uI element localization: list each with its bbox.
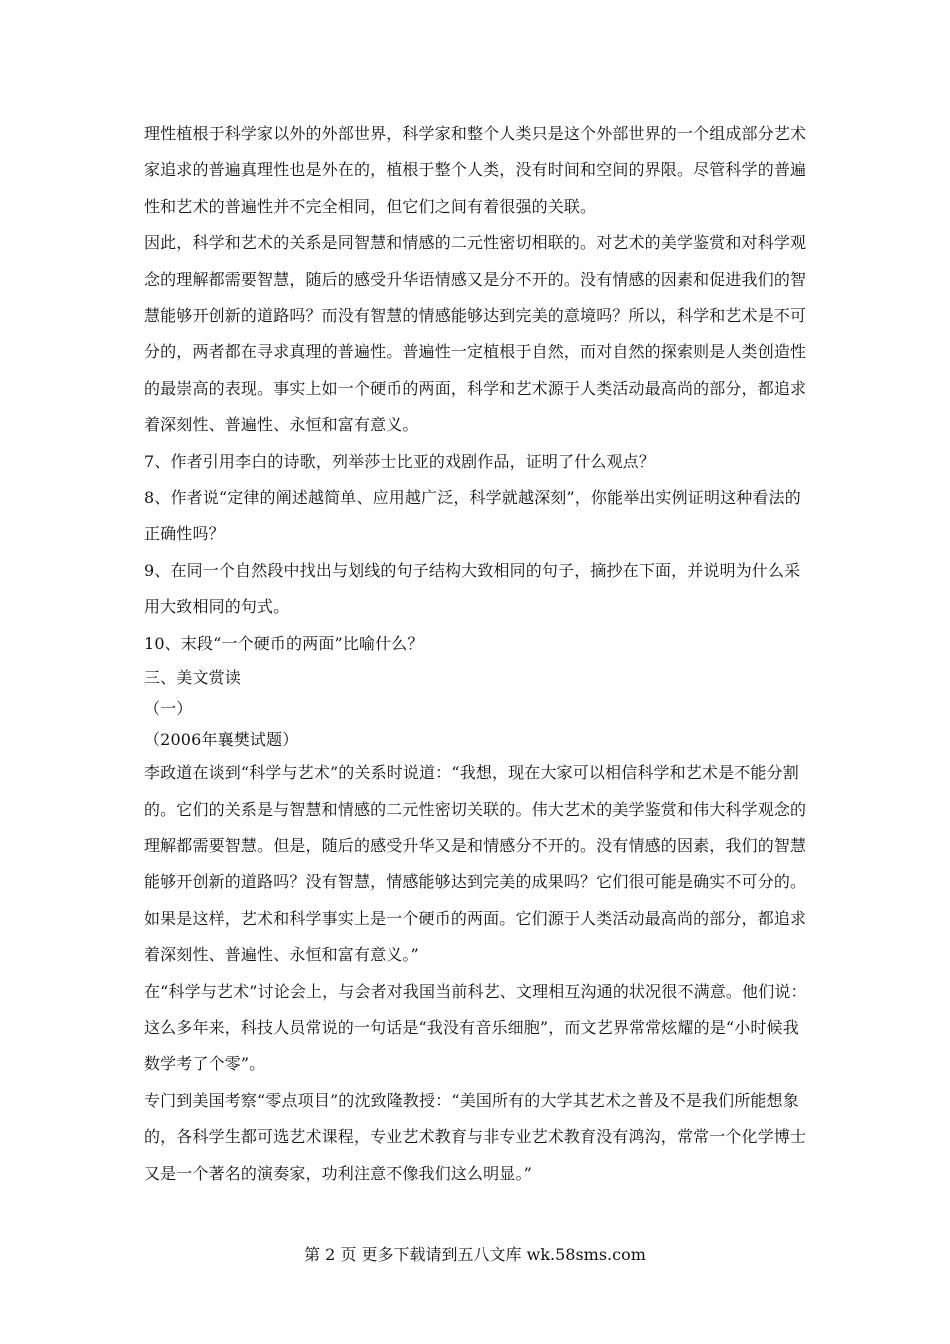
source-note: （2006年襄樊试题）	[144, 730, 299, 750]
paragraph-symposium: 在“科学与艺术”讨论会上，与会者对我国当前科艺、文理相互沟通的状况很不满意。他们说：这么多年来，科技人员常说的一句话是“我没有音乐细胞”，而文艺界常常炫耀的是“小时候我数学考了个零”。	[144, 981, 807, 1074]
question-10: 10、末段“一个硬币的两面”比喻什么？	[144, 633, 424, 653]
section-heading-3: 三、美文赏读	[144, 668, 241, 688]
paragraph-li-zhengdao: 李政道在谈到“科学与艺术”的关系时说道：“我想，现在大家可以相信科学和艺术是不能分割的。它们的关系是与智慧和情感的二元性密切关联的。伟大艺术的美学鉴赏和伟大科学观念的理解都需要智慧。但是，随后的感受升华又是和情感分不开的。没有情感的因素，我们的智慧能够开创新的道路吗？没有智慧，情感能够达到完美的成果吗？它们很可能是确实不可分的。如果是这样，艺术和科学事实上是一个硬币的两面。它们源于人类活动最高尚的部分，都追求着深刻性、普遍性、永恒和富有意义。”	[144, 763, 807, 965]
subsection-heading-1: （一）	[144, 699, 193, 719]
question-8: 8、作者说“定律的阐述越简单、应用越广泛，科学就越深刻”，你能举出实例证明这种看法的正确性吗？	[144, 488, 801, 544]
paragraph-science-universality: 理性植根于科学家以外的外部世界，科学家和整个人类只是这个外部世界的一个组成部分艺术家追求的普遍真理性也是外在的，植根于整个人类，没有时间和空间的界限。尽管科学的普遍性和艺术的普遍性并不完全相同，但它们之间有着很强的关联。	[144, 124, 807, 216]
question-9: 9、在同一个自然段中找出与划线的句子结构大致相同的句子，摘抄在下面，并说明为什么采用大致相同的句式。	[144, 560, 801, 617]
document-body	[144, 116, 809, 1192]
paragraph-wisdom-emotion: 因此，科学和艺术的关系是同智慧和情感的二元性密切相联的。对艺术的美学鉴赏和对科学观念的理解都需要智慧，随后的感受升华语情感又是分不开的。没有情感的因素和促进我们的智慧能够开创新的道路吗？而没有智慧的情感能够达到完美的意境吗？所以，科学和艺术是不可分的，两者都在寻求真理的普遍性。普遍性一定植根于自然，而对自然的探索则是人类创造性的最崇高的表现。事实上如一个硬币的两面，科学和艺术源于人类活动最高尚的部分，都追求着深刻性、普遍性、永恒和富有意义。	[144, 233, 807, 435]
paragraph-shen-zhilong: 专门到美国考察“零点项目”的沈致隆教授：“美国所有的大学其艺术之普及不是我们所能想象的，各科学生都可选艺术课程，专业艺术教育与非专业艺术教育没有鸿沟，常常一个化学博士又是一个著名的演奏家，功利注意不像我们这么明显。”	[144, 1090, 807, 1183]
page-footer: 第 2 页 更多下载请到五八文库 wk.58sms.com	[304, 1245, 646, 1264]
question-7: 7、作者引用李白的诗歌，列举莎士比亚的戏剧作品，证明了什么观点？	[144, 451, 655, 471]
